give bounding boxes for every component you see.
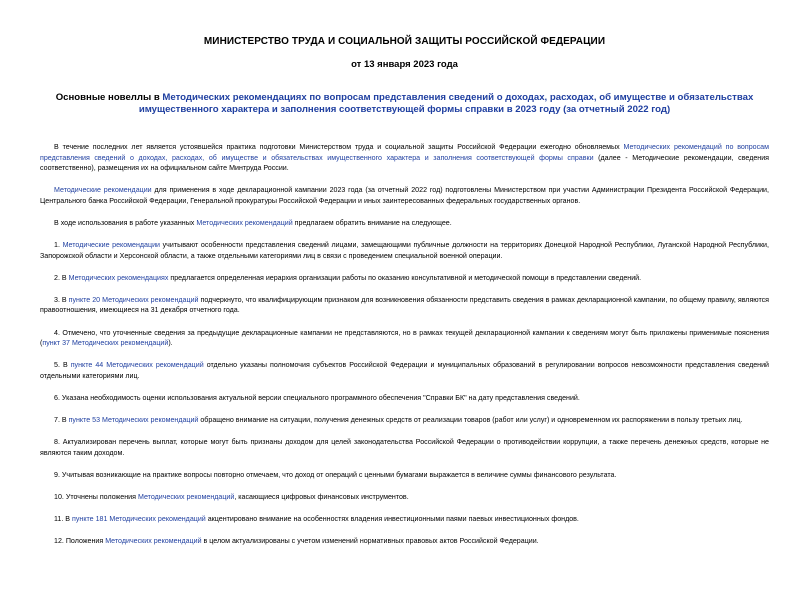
paragraph-text: , касающиеся цифровых финансовых инструментов. (234, 492, 409, 501)
paragraph-text: предлагаем обратить внимание на следующее. (292, 218, 452, 227)
paragraph-item-3 (40, 295, 769, 316)
paragraph-text: 1. (54, 241, 63, 250)
paragraph-preparation (40, 185, 769, 206)
paragraph-item-9 (40, 470, 769, 481)
paragraph-text: акцентировано внимание на особенностях владения инвестиционными паями паевых инвестиционных фондов. (205, 514, 579, 523)
document-page (0, 36, 807, 607)
recommendations-link[interactable]: Методические рекомендации (62, 241, 160, 250)
paragraph-item-12 (40, 536, 769, 547)
paragraph-text: обращено внимание на ситуации, получения денежных средств от реализации товаров (работ или услуг) и одновременном их распоряжении в пользу третьих лиц. (198, 416, 743, 424)
paragraph-item-10 (40, 492, 769, 503)
paragraph-text: учитывают особенности представления сведений лицами, замещающими публичные должности на территориях Донецкой Народной Республики, Луганской Народной Республики, Запорожской области и Херсонской области, а также отдельными категориями лиц в связи с проведением специальной военной операции. (40, 241, 769, 260)
paragraph-text: 9. Учитывая возникающие на практике вопросы повторно отмечаем, что доход от операций с ценными бумагами выражается в величине суммы финансового результата. (54, 470, 617, 479)
ministry-header: МИНИСТЕРСТВО ТРУДА И СОЦИАЛЬНОЙ ЗАЩИТЫ РОССИЙСКОЙ ФЕДЕРАЦИИ (203, 36, 606, 47)
paragraph-text: 3. В (54, 295, 69, 304)
paragraph-attention (40, 218, 769, 229)
paragraph-text: В течение последних лет является устоявшейся практика подготовки Министерством труда и социальной защиты Российской Федерации ежегодно обновляемых (54, 143, 624, 151)
paragraph-text: для применения в ходе декларационной кампании 2023 года (за отчетный 2022 год) подготовлены Министерством при участии Администрации Президента Российской Федерации, Центрального банка Российской Федерации, Генеральной прокуратуры Российской Федерации и иных заинтересованных федеральных государственных органов. (40, 186, 769, 205)
recommendations-link[interactable]: Методических рекомендаций (105, 537, 202, 546)
document-body (40, 142, 769, 547)
recommendations-link[interactable]: Методических рекомендаций (137, 492, 235, 501)
paragraph-item-6 (40, 393, 769, 404)
paragraph-text: 12. Положения (54, 537, 106, 546)
paragraph-item-2 (40, 273, 769, 284)
paragraph-text: предлагается определенная иерархия организации работы по оказанию консультативной и методической помощи в представлении сведений. (168, 273, 642, 282)
paragraph-text: (далее - Методические рекомендации, сведения соответственно), размещения их на официальном сайте Минтруда России. (40, 153, 769, 173)
document-date: от 13 января 2023 года (351, 59, 458, 70)
paragraph-intro (40, 142, 769, 174)
paragraph-text: в целом актуализированы с учетом изменений нормативных правовых актов Российской Федерации. (201, 537, 539, 546)
paragraph-text: подчеркнуто, что квалифицирующим признаком для возникновения обязанности представить сведения в рамках декларационной кампании, по общему правилу, являются правоотношения, имеющиеся на 31 декабря отчетного года. (40, 295, 770, 315)
recommendations-link[interactable]: Методических рекомендациях (68, 273, 169, 282)
paragraph-text: отдельно указаны полномочия субъектов Российской Федерации и муниципальных образований в регулировании вопросов невозможности представления сведений отдельными категориями лиц. (40, 361, 769, 380)
paragraph-item-1 (40, 240, 769, 261)
point-53-link[interactable]: пункте 53 Методических рекомендаций (68, 416, 199, 424)
paragraph-text: 5. В (54, 361, 71, 370)
recommendations-link[interactable]: Методических рекомендаций по вопросам представления сведений о доходах, расходах, об имуществе и обязательствах имущественного характера и заполнения соответствующей формы справки (40, 143, 769, 162)
paragraph-item-5 (40, 360, 769, 381)
recommendations-link[interactable]: Методические рекомендации (54, 186, 152, 195)
paragraph-text: 2. В (54, 273, 69, 282)
paragraph-item-11 (40, 514, 769, 525)
paragraph-text: 8. Актуализирован перечень выплат, которые могут быть признаны доходом для целей законодательства Российской Федерации о противодействии коррупции, а также перечень денежных средств, которые не являются таким доходом. (40, 438, 769, 457)
paragraph-item-8 (40, 437, 769, 458)
paragraph-text: 10. Уточнены положения (54, 492, 138, 501)
paragraph-text: В ходе использования в работе указанных (54, 218, 197, 227)
paragraph-item-4 (40, 328, 769, 349)
paragraph-text: ). (168, 339, 173, 348)
point-20-link[interactable]: пункте 20 Методических рекомендаций (68, 295, 199, 304)
title-link[interactable]: Методических рекомендациях по вопросам представления сведений о доходах, расходах, об имуществе и обязательствах имущественного характера и заполнения соответствующей формы справки в 2023 году (за отчетный 2022 год) (138, 92, 754, 115)
point-181-link[interactable]: пункте 181 Методических рекомендаций (72, 514, 206, 523)
title-prefix: Основные новеллы в (55, 92, 163, 103)
paragraph-text: 4. Отмечено, что уточненные сведения за предыдущие декларационные кампании не представляются, но в рамках текущей декларационной кампании к сведениям могут быть приложены применимые пояснения ( (40, 328, 769, 348)
paragraph-item-7 (40, 415, 769, 426)
paragraph-text: 7. В (54, 416, 69, 424)
point-37-link[interactable]: пункт 37 Методических рекомендаций (42, 339, 169, 348)
document-title (40, 92, 769, 116)
paragraph-text: 11. В (54, 514, 73, 523)
point-44-link[interactable]: пункте 44 Методических рекомендаций (70, 361, 204, 370)
paragraph-text: 6. Указана необходимость оценки использования актуальной версии специального программного обеспечения "Справки БК" на дату представления сведений. (54, 393, 580, 402)
recommendations-link[interactable]: Методических рекомендаций (196, 218, 293, 227)
